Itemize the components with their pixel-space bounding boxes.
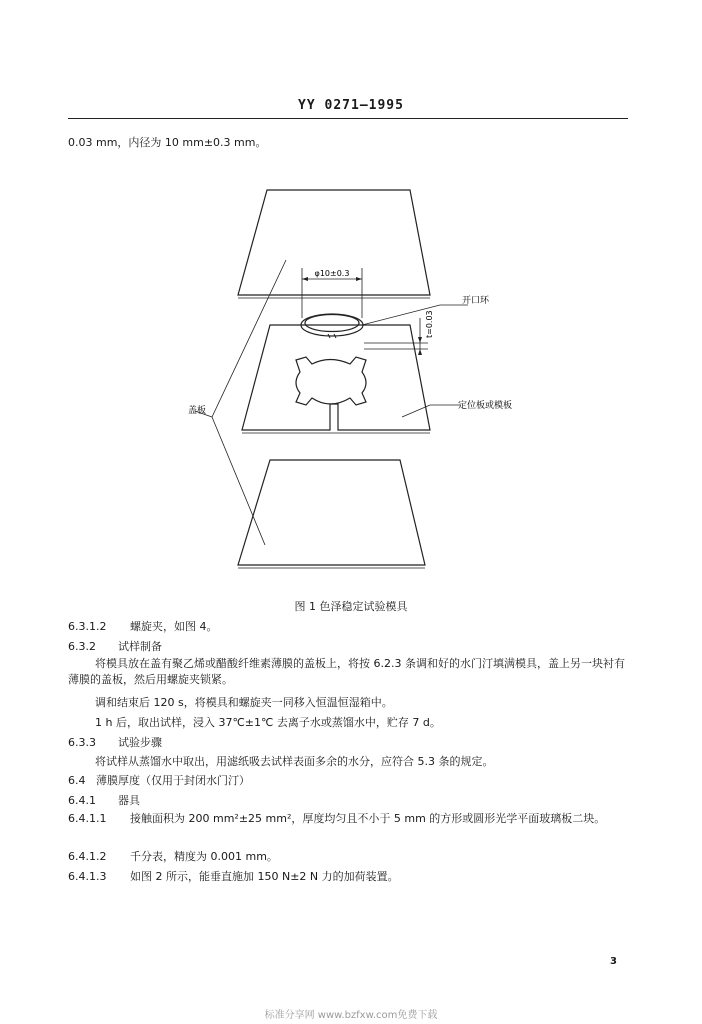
mold-cavity (296, 357, 366, 405)
section-text: 接触面积为 200 mm²±25 mm²，厚度均匀且不小于 5 mm 的方形或圆形光学平面玻璃板二块。 (130, 812, 606, 825)
watermark: 标准分享网 www.bzfxw.com免费下载 (264, 1010, 438, 1021)
thickness-label: t=0.03 (425, 310, 434, 338)
section-number: 6.3.3 (68, 736, 96, 749)
section-heading: 薄膜厚度（仅用于封闭水门汀） (96, 774, 250, 787)
section-number: 6.3.2 (68, 640, 96, 653)
section-heading: 试样制备 (118, 640, 162, 653)
page-number: 3 (610, 956, 617, 967)
split-ring-label: 开口环 (462, 296, 490, 306)
section-text: 如图 2 所示，能垂直施加 150 N±2 N 力的加荷装置。 (130, 870, 399, 883)
positioning-plate-label: 定位板或模板 (458, 401, 513, 411)
dimension-label: φ10±0.3 (314, 269, 350, 278)
section-number: 6.4.1.1 (68, 812, 107, 825)
section-number: 6.4 (68, 774, 86, 787)
paragraph: 调和结束后 120 s，将模具和螺旋夹一同移入恒温恒湿箱中。 (95, 696, 393, 709)
section-text: 千分表，精度为 0.001 mm。 (130, 850, 278, 863)
paragraph: 1 h 后，取出试样，浸入 37℃±1℃ 去离子水或蒸馏水中，贮存 7 d。 (95, 716, 441, 729)
figure-1-diagram (180, 178, 540, 583)
section-number: 6.4.1.3 (68, 870, 107, 883)
section-number: 6.4.1.2 (68, 850, 107, 863)
cover-plate-label: 盖板 (188, 406, 207, 416)
document-header: YY 0271—1995 (298, 98, 404, 113)
section-number: 6.4.1 (68, 794, 96, 807)
section-heading: 器具 (118, 794, 140, 807)
paragraph: 将试样从蒸馏水中取出，用滤纸吸去试样表面多余的水分，应符合 5.3 条的规定。 (95, 755, 494, 768)
paragraph: 将模具放在盖有聚乙烯或醋酸纤维素薄膜的盖板上，将按 6.2.3 条调和好的水门汀填满模具，盖上另一块衬有薄膜的盖板，然后用螺旋夹锁紧。 (68, 657, 625, 686)
section-heading: 试验步骤 (118, 736, 162, 749)
bottom-cover-plate (238, 460, 425, 565)
intro-line: 0.03 mm，内径为 10 mm±0.3 mm。 (68, 136, 267, 149)
header-rule (68, 118, 628, 119)
mold-plate (242, 325, 430, 430)
figure-caption: 图 1 色泽稳定试验模具 (294, 600, 408, 613)
section-number: 6.3.1.2 (68, 620, 107, 633)
section-text: 螺旋夹，如图 4。 (130, 620, 218, 633)
